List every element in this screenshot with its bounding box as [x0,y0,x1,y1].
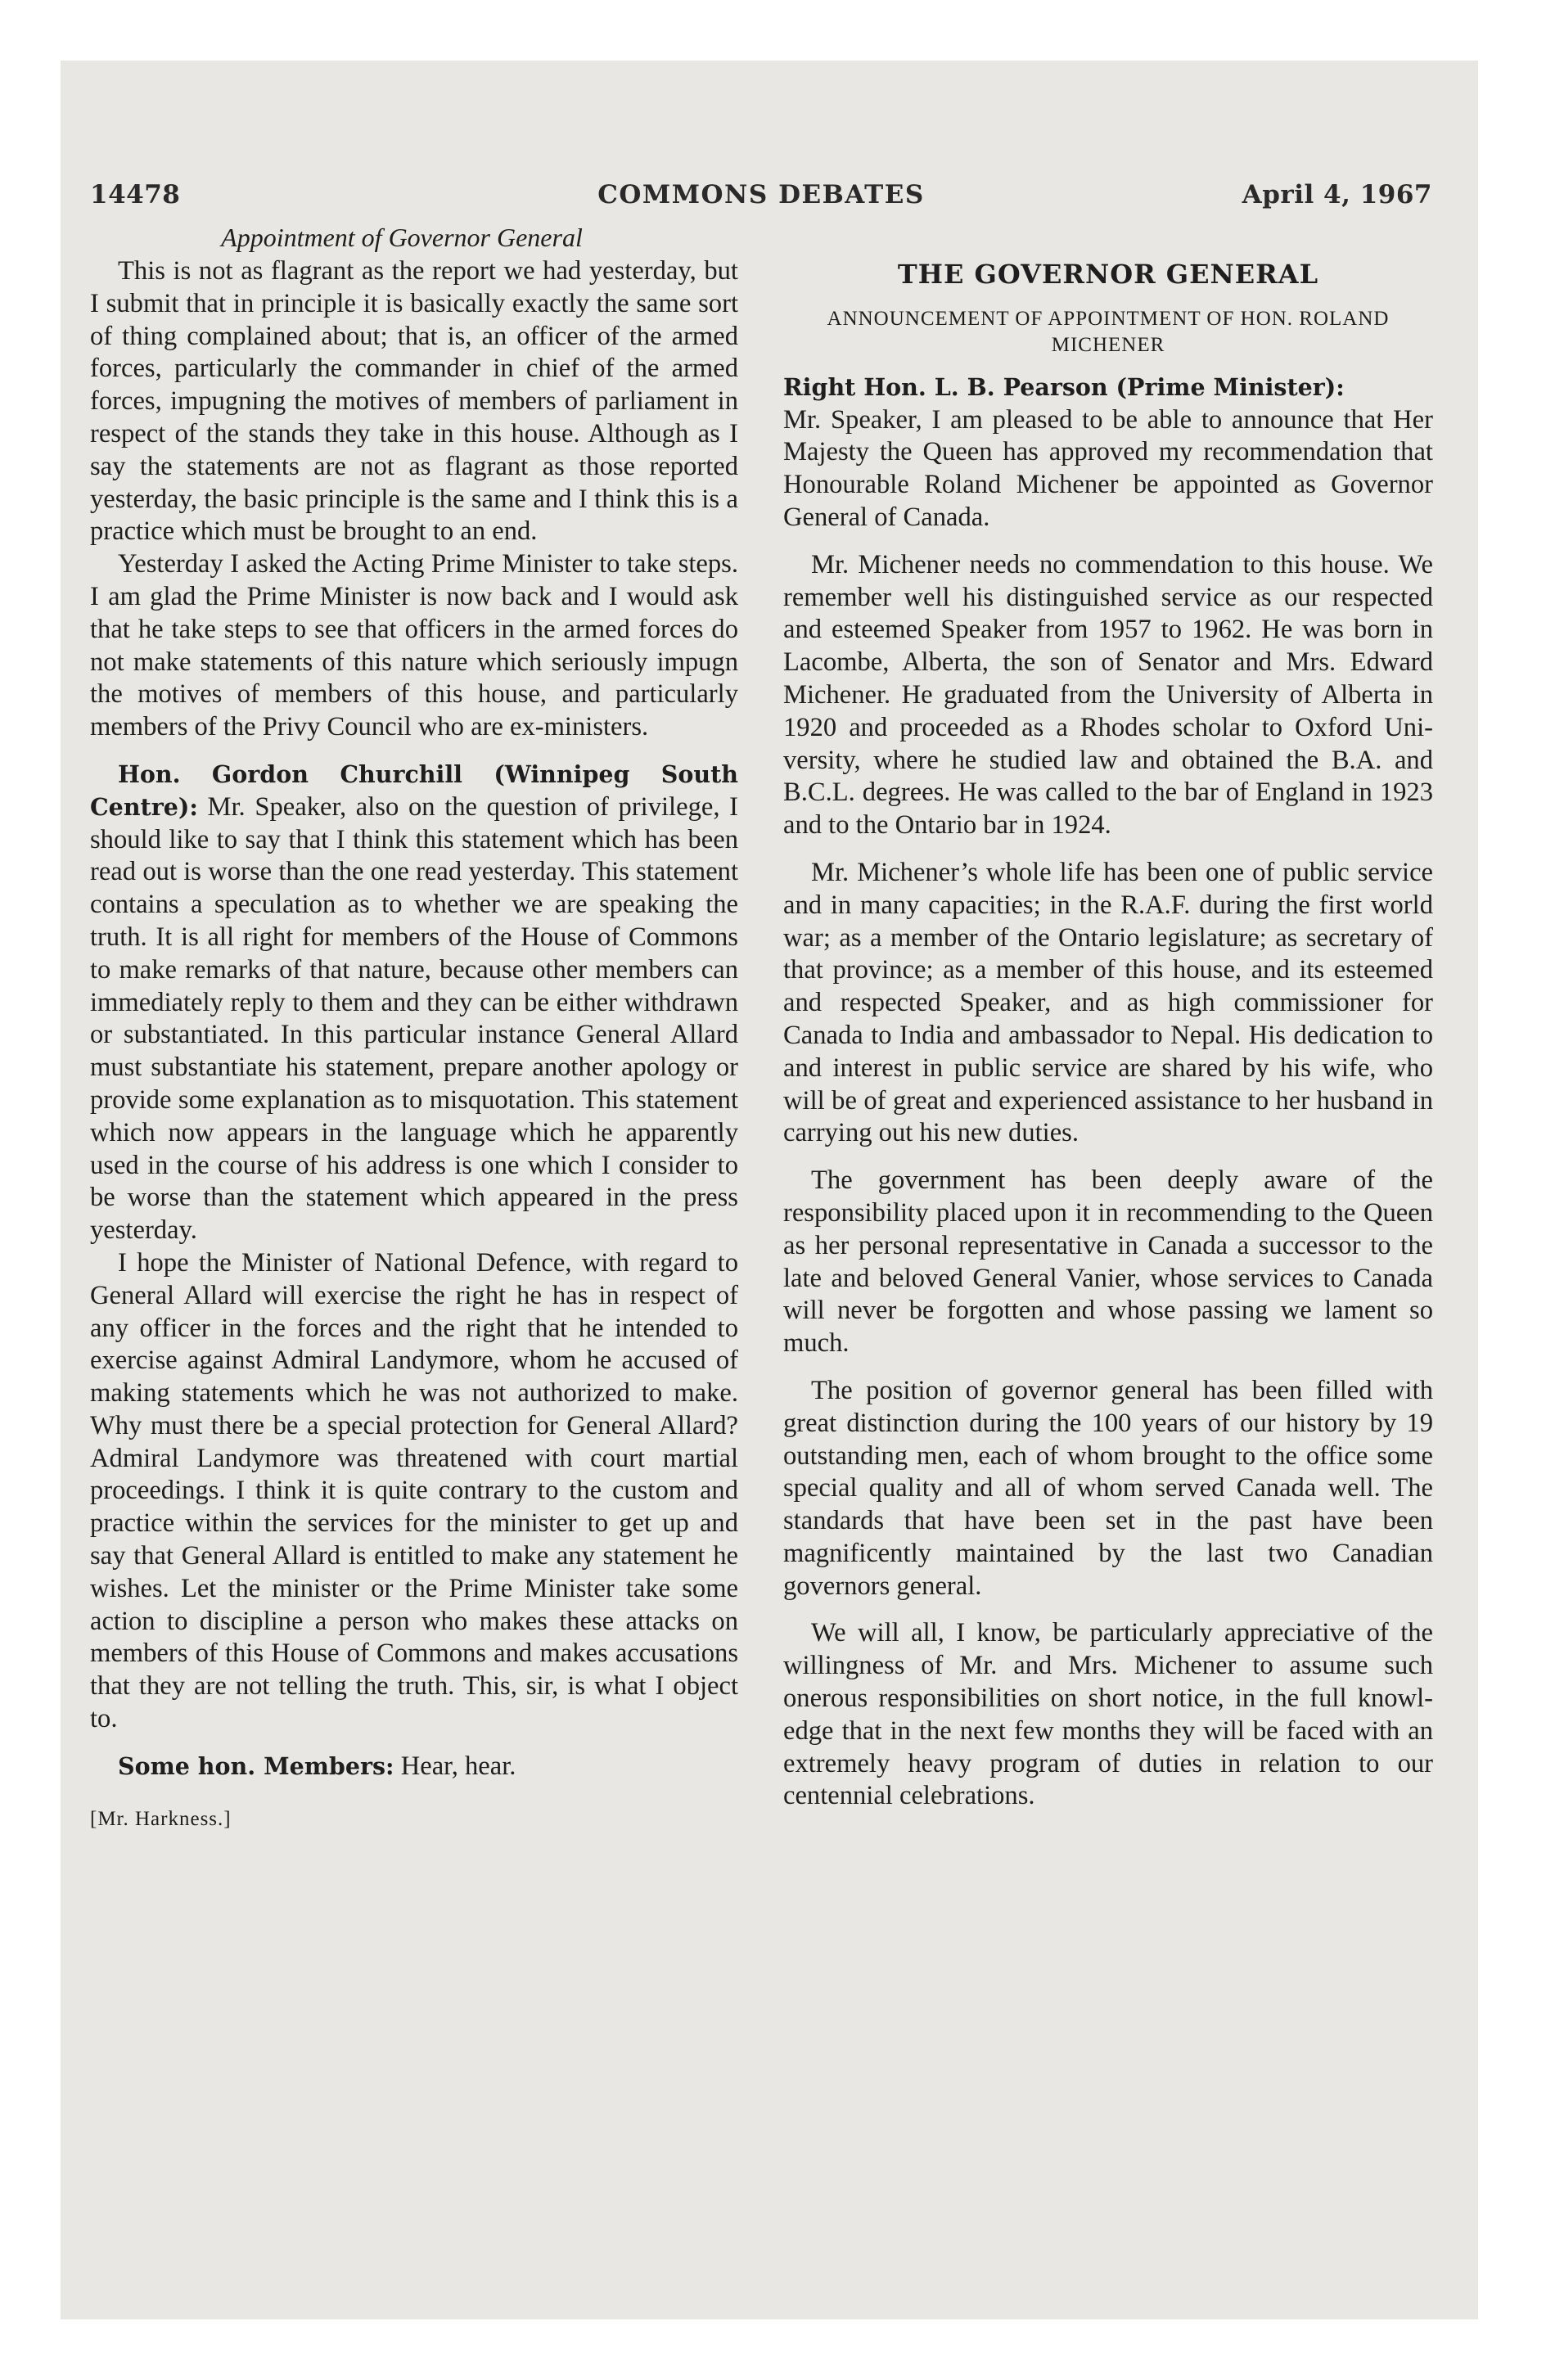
section-subtitle: ANNOUNCEMENT OF APPOINTMENT OF HON. ROLAND MICHENER [827,307,1390,356]
speaker-name: Right Hon. L. B. Pearson (Prime Minister): [783,372,1345,401]
left-column [90,221,738,1835]
publication-date: April 4, 1967 [1242,180,1432,210]
paragraph: We will all, I know, be particularly appreciative of the willingness of Mr. and Mrs. Michener to assume such onerous responsibilities on short notice, in the full knowledge that in the next few months they will be faced with an extremely heavy program of duties in relation to our centennial celebrations. [783,1618,1433,1811]
page-number: 14478 [90,180,181,210]
right-column [783,226,1433,1813]
speaker-name: Some hon. Members: [118,1751,394,1780]
paragraph: Mr. Michener’s whole life has been one of public service and in many capacities; in the R.A.F. during the first world war; as a member of the Ontario legislature; as secretary of that province; as a member of this house, and its esteemed and respected Speaker, and as high commissioner for Canada to India and ambassador to Nepal. His dedication to and interest in public service are shared by his wife, who will be of great and experienced assistance to her husband in carrying out his new duties. [783,857,1433,1148]
speech-text: Mr. Speaker, also on the question of privilege, I should like to say that I think this statement which has been read out is worse than the one read yesterday. This statement contains a speculation as to whether we are speaking the truth. It is all right for members of the House of Commons to make remarks of that nature, because other members can immediately reply to them and they can be either withdrawn or substantiated. In this particular instance General Allard must substantiate his statement, prepare another apology or provide some explanation as to misquotation. This statement which now appears in the language which he apparently used in the course of his address is one which I consider to be worse than the statement which appeared in the press yesterday. [90,791,738,1246]
speaker-heading [783,372,1433,404]
paragraph: Mr. Michener needs no commendation to this house. We remember well his distinguished service as our respected and esteemed Speaker from 1957 to 1962. He was born in Lacombe, Alberta, the son of Senator and Mrs. Edward Michener. He graduated from the University of Alberta in 1920 and proceeded as a Rhodes scholar to Oxford University, where he studied law and obtained the B.A. and B.C.L. degrees. He was called to the bar of England in 1923 and to the Ontario bar in 1924. [783,549,1433,841]
paragraph: This is not as flagrant as the report we had yesterday, but I submit that in principle it is basically exactly the same sort of thing complained about; that is, an officer of the armed forces, particularly the commander in chief of the armed forces, impugning the motives of members of parliament in respect of the stands they take in this house. Although as I say the statements are not as flagrant as those reported yesterday, the basic principle is the same and I think this is a practice which must be brought to an end. [90,256,738,547]
section-title: THE GOVERNOR GENERAL [897,259,1319,290]
speech-paragraph [90,1751,738,1783]
speaker-footnote: [Mr. Harkness.] [90,1807,232,1830]
document-page [90,180,1432,2185]
page-header [90,180,1432,218]
speaker-name: Hon. Gordon Churchill (Winnipeg South Centre): [90,760,738,821]
running-head: Appointment of Governor General [221,223,583,252]
speech-paragraph [90,759,738,1247]
paragraph: The government has been deeply aware of the responsibility placed upon it in recommending to the Queen as her personal representative in Canada a successor to the late and beloved General Vanier, whose services to Canada will never be forgotten and whose passing we lament so much. [783,1165,1433,1359]
paragraph: Mr. Speaker, I am pleased to be able to announce that Her Majesty the Queen has approved my recommendation that Honourable Roland Michener be appointed as Governor General of Canada. [783,404,1433,532]
speech-text: Hear, hear. [400,1751,516,1781]
publication-title: COMMONS DEBATES [597,180,925,210]
paragraph: The position of governor general has been filled with great distinction during the 100 years of our history by 19 outstanding men, each of whom brought to the office some special quality and all of whom served Canada well. The standards that have been set in the past have been magnificently maintained by the last two Canadian governors general. [783,1375,1433,1601]
paragraph: I hope the Minister of National Defence, with regard to General Allard will exercise the right he has in respect of any officer in the forces and the right that he intended to exercise against Admiral Landymore, whom he accused of making statements which he was not authorized to make. Why must there be a special protection for General Allard? Admiral Landymore was threatened with court martial proceedings. I think it is quite contrary to the custom and practice within the services for the minister to get up and say that General Allard is entitled to make any statement he wishes. Let the minister or the Prime Minister take some action to discipline a person who makes these attacks on members of this House of Commons and makes accusations that they are not telling the truth. This, sir, is what I object to. [90,1247,738,1734]
paragraph: Yesterday I asked the Acting Prime Minister to take steps. I am glad the Prime Minister is now back and I would ask that he take steps to see that officers in the armed forces do not make statements of this nature which seriously impugn the motives of members of this house, and particularly members of the Privy Council who are ex-ministers. [90,549,738,742]
